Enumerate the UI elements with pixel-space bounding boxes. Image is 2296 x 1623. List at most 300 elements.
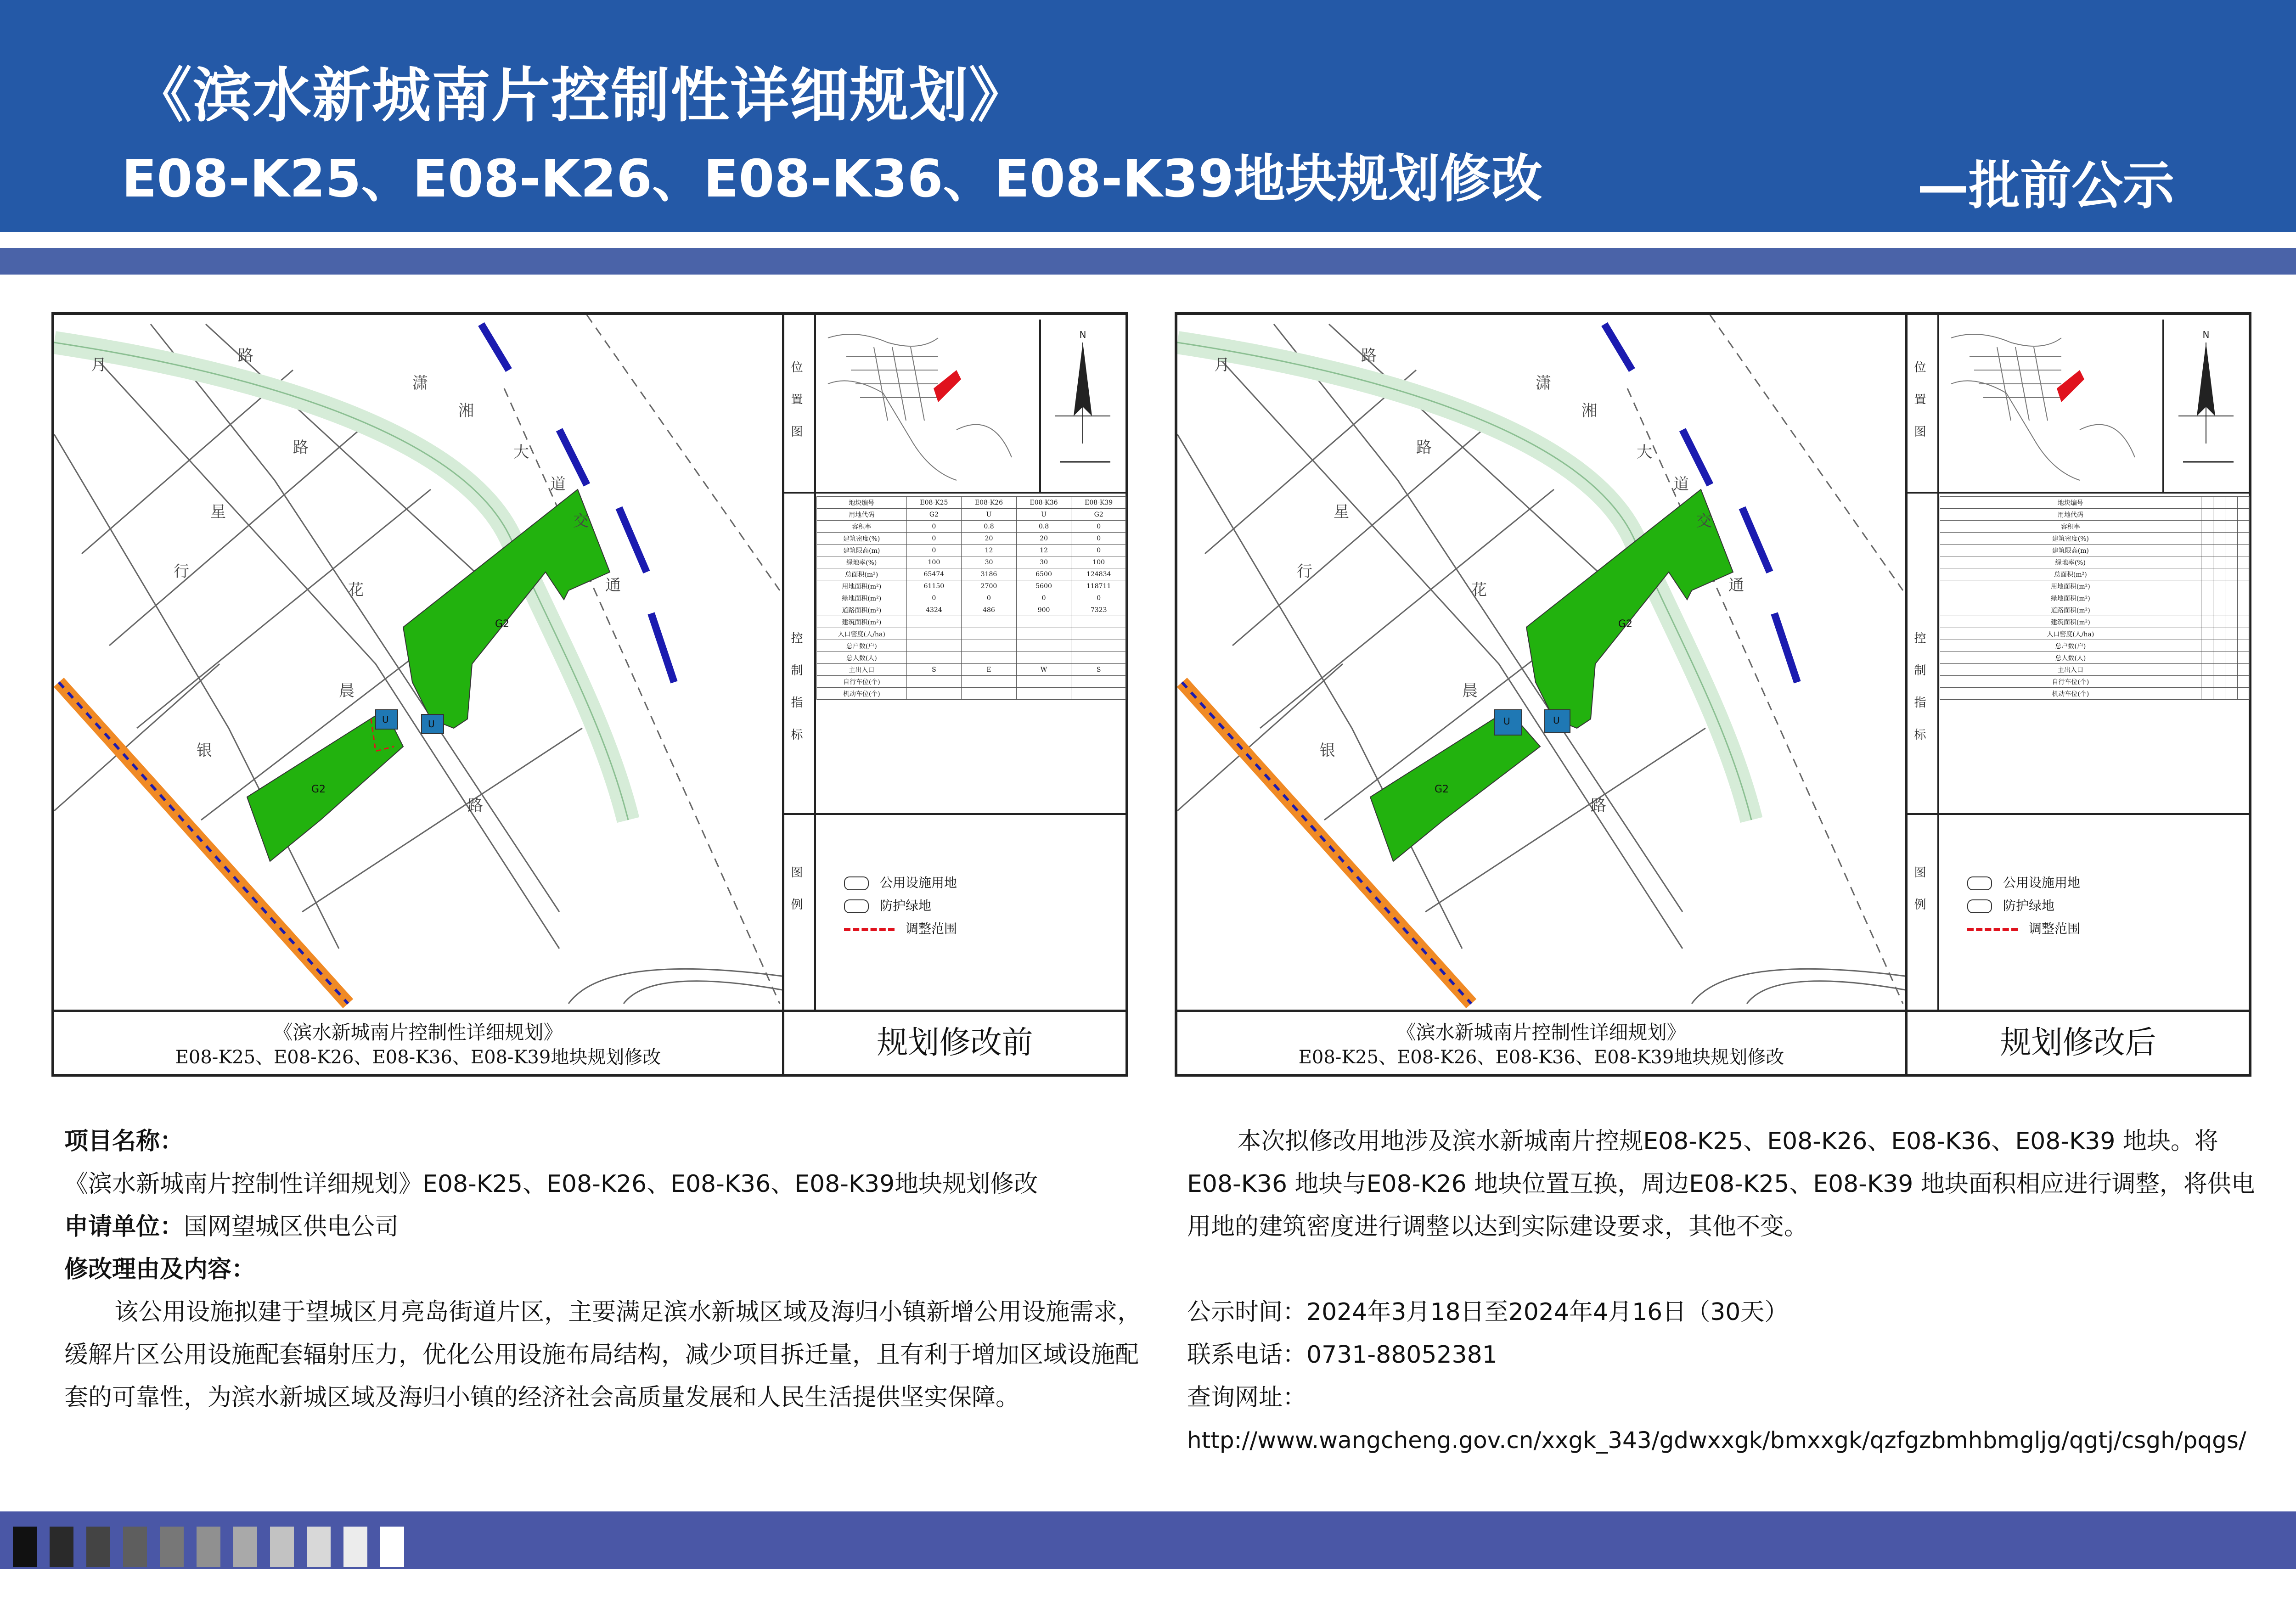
table-header-cell: E08-K39 <box>1071 497 1126 509</box>
table-cell <box>1016 652 1071 664</box>
road-label: 行 <box>174 562 189 581</box>
table-cell: 6500 <box>1016 568 1071 580</box>
table-cell <box>1071 688 1126 700</box>
table-cell <box>2213 521 2225 533</box>
applicant-label: 申请单位： <box>64 1213 184 1241</box>
map-plot-u-label: U <box>1553 715 1560 726</box>
panel-caption-subtitle: E08-K25、E08-K26、E08-K36、E08-K39地块规划修改 <box>175 1047 661 1068</box>
map-plot-u-label: U <box>1503 716 1510 727</box>
map-plot-u-label: U <box>382 714 389 725</box>
panel-caption-title: 《滨水新城南片控制性详细规划》 <box>1396 1021 1686 1044</box>
table-cell <box>2225 592 2237 604</box>
table-cell: 486 <box>962 604 1017 616</box>
table-cell <box>2201 556 2213 568</box>
table-cell <box>2237 580 2249 592</box>
table-header-cell: E08-K26 <box>962 497 1017 509</box>
table-cell <box>2237 545 2249 556</box>
table-cell: 容积率 <box>1940 521 2201 533</box>
table-cell: 机动车位(个) <box>817 688 907 700</box>
table-cell <box>2201 568 2213 580</box>
table-cell: 2700 <box>962 580 1017 592</box>
stage-title: —批前公示 <box>1917 156 2174 216</box>
table-cell: 建筑限高(m) <box>1940 545 2201 556</box>
table-cell: 7323 <box>1071 604 1126 616</box>
gray-swatch <box>160 1527 184 1567</box>
indicators-label: 控 制 指 标 <box>1914 632 1926 742</box>
project-info <box>64 1120 1143 1419</box>
side-divider <box>784 492 1125 494</box>
side-divider <box>1908 492 2249 494</box>
table-cell <box>962 652 1017 664</box>
side-divider <box>784 813 1125 815</box>
legend-text: 调整范围 <box>906 921 957 936</box>
table-cell <box>906 688 962 700</box>
table-cell <box>2237 604 2249 616</box>
phone-number: 0731-88052381 <box>1306 1341 1497 1369</box>
road-label: 路 <box>1591 797 1606 815</box>
location-label: 位 置 图 <box>791 361 803 439</box>
table-row <box>1940 533 2250 545</box>
table-row <box>817 604 1126 616</box>
table-cell: 0.8 <box>1016 521 1071 533</box>
table-row <box>817 533 1126 545</box>
table-cell <box>2225 652 2237 664</box>
legend-item-boundary <box>844 919 957 937</box>
road-label: 花 <box>1471 581 1487 599</box>
table-cell <box>2237 652 2249 664</box>
table-cell <box>2225 580 2237 592</box>
table-cell: S <box>1071 664 1126 676</box>
table-header-row <box>1940 497 2250 509</box>
legend-text: 防护绿地 <box>2003 898 2055 913</box>
table-cell <box>2225 533 2237 545</box>
table-cell: 124834 <box>1071 568 1126 580</box>
table-cell <box>2237 533 2249 545</box>
table-cell <box>2201 688 2213 700</box>
legend-item-utility <box>1967 873 2080 891</box>
table-cell: 900 <box>1016 604 1071 616</box>
north-arrow-icon <box>1041 324 1124 489</box>
table-cell <box>2201 545 2213 556</box>
table-cell: 总面积(m²) <box>1940 568 2201 580</box>
table-cell: 绿地面积(m²) <box>817 592 907 604</box>
table-cell <box>2213 652 2225 664</box>
table-cell: G2 <box>1071 509 1126 521</box>
table-cell: 61150 <box>906 580 962 592</box>
table-cell: 0 <box>962 592 1017 604</box>
table-cell <box>2213 688 2225 700</box>
road-label: 湘 <box>458 402 474 420</box>
table-cell <box>2237 628 2249 640</box>
table-cell: 0 <box>1071 521 1126 533</box>
table-cell <box>2213 604 2225 616</box>
table-cell: 100 <box>1071 556 1126 568</box>
table-row <box>817 652 1126 664</box>
table-row <box>1940 664 2250 676</box>
table-cell: 道路面积(m²) <box>1940 604 2201 616</box>
table-cell: 主出入口 <box>817 664 907 676</box>
svg-text:N: N <box>2202 329 2210 340</box>
table-cell <box>2237 616 2249 628</box>
table-cell <box>2237 640 2249 652</box>
table-cell: 建筑密度(%) <box>817 533 907 545</box>
table-cell <box>2201 616 2213 628</box>
table-header-cell: 地块编号 <box>817 497 907 509</box>
road-label: 晨 <box>339 682 355 700</box>
table-cell: 建筑面积(m²) <box>817 616 907 628</box>
table-cell <box>2225 568 2237 580</box>
road-label: 行 <box>1297 562 1312 581</box>
table-cell: 机动车位(个) <box>1940 688 2201 700</box>
table-cell: 30 <box>1016 556 1071 568</box>
table-cell <box>906 652 962 664</box>
side-divider <box>1908 813 2249 815</box>
road-label: 交 <box>573 512 589 530</box>
table-cell <box>2213 533 2225 545</box>
table-row <box>1940 521 2250 533</box>
table-cell <box>2225 676 2237 688</box>
table-row <box>1940 676 2250 688</box>
table-row <box>817 568 1126 580</box>
road-label: 湘 <box>1581 402 1597 420</box>
indicator-table <box>816 496 1126 700</box>
table-cell <box>1016 676 1071 688</box>
table-cell <box>1071 616 1126 628</box>
table-cell <box>2225 556 2237 568</box>
road-label: 银 <box>197 741 212 760</box>
map-plot-g2-label: G2 <box>311 784 326 795</box>
road-label: 大 <box>1637 443 1652 461</box>
table-cell: 人口密度(人/ha) <box>817 628 907 640</box>
table-cell: 30 <box>962 556 1017 568</box>
legend-item-utility <box>844 873 957 891</box>
table-cell: 绿地面积(m²) <box>1940 592 2201 604</box>
table-cell <box>2201 604 2213 616</box>
table-cell <box>2225 664 2237 676</box>
compass-divider <box>1039 320 1041 492</box>
table-cell <box>2213 580 2225 592</box>
table-cell: 自行车位(个) <box>817 676 907 688</box>
road-label: 通 <box>1728 576 1744 595</box>
legend-text: 公用设施用地 <box>880 875 957 890</box>
table-cell <box>962 628 1017 640</box>
table-cell <box>2213 545 2225 556</box>
table-cell <box>2213 616 2225 628</box>
table-cell: 绿地率(%) <box>817 556 907 568</box>
table-cell <box>1016 616 1071 628</box>
legend-text: 调整范围 <box>2029 921 2081 936</box>
table-cell: 人口密度(人/ha) <box>1940 628 2201 640</box>
table-row <box>1940 628 2250 640</box>
table-cell: 20 <box>962 533 1017 545</box>
table-cell <box>2237 556 2249 568</box>
table-cell <box>2201 592 2213 604</box>
table-cell <box>2213 628 2225 640</box>
table-cell <box>2225 545 2237 556</box>
table-cell <box>962 640 1017 652</box>
legend-label: 图 例 <box>1914 866 1926 912</box>
road-label: 银 <box>1320 741 1335 760</box>
table-cell <box>1071 676 1126 688</box>
road-label: 星 <box>210 503 226 521</box>
table-cell <box>906 676 962 688</box>
table-cell: 总人数(人) <box>817 652 907 664</box>
table-cell: 0 <box>906 545 962 556</box>
table-cell: 用地代码 <box>817 509 907 521</box>
table-cell: 4324 <box>906 604 962 616</box>
table-cell <box>2201 676 2213 688</box>
table-cell: 用地代码 <box>1940 509 2201 521</box>
table-cell <box>2201 640 2213 652</box>
table-cell <box>2237 676 2249 688</box>
table-cell <box>2213 664 2225 676</box>
table-cell <box>962 688 1017 700</box>
table-cell: 总户数(户) <box>817 640 907 652</box>
table-cell <box>2237 521 2249 533</box>
notice-time-label: 公示时间： <box>1187 1298 1307 1326</box>
location-map <box>819 320 1035 492</box>
table-cell <box>906 640 962 652</box>
table-header-row <box>817 497 1126 509</box>
table-cell <box>2225 640 2237 652</box>
gray-swatch <box>233 1527 257 1567</box>
table-cell: 总面积(m²) <box>817 568 907 580</box>
legend-item-boundary <box>1967 919 2080 937</box>
table-cell: 0 <box>906 521 962 533</box>
table-cell: 用地面积(m²) <box>817 580 907 592</box>
table-row <box>1940 580 2250 592</box>
road-label: 晨 <box>1462 682 1478 700</box>
table-cell <box>1016 688 1071 700</box>
phone-label: 联系电话： <box>1187 1341 1307 1369</box>
road-label: 路 <box>293 438 309 457</box>
table-cell <box>1071 640 1126 652</box>
table-cell <box>2225 604 2237 616</box>
page-title: 《滨水新城南片控制性详细规划》 <box>133 62 1029 130</box>
table-cell <box>962 676 1017 688</box>
location-map <box>1942 320 2158 492</box>
reason-label: 修改理由及内容： <box>64 1256 256 1283</box>
legend-text: 防护绿地 <box>880 898 932 913</box>
table-cell: 总户数(户) <box>1940 640 2201 652</box>
legend-item-green <box>844 896 931 914</box>
table-cell <box>906 616 962 628</box>
road-label: 道 <box>1673 475 1689 494</box>
table-cell <box>2237 688 2249 700</box>
indicator-table-empty <box>1940 496 2250 700</box>
table-cell <box>2225 628 2237 640</box>
table-cell: 118711 <box>1071 580 1126 592</box>
compass-divider <box>2162 320 2164 492</box>
table-cell: 100 <box>906 556 962 568</box>
table-cell <box>1071 628 1126 640</box>
table-cell: 20 <box>1016 533 1071 545</box>
table-cell <box>2201 521 2213 533</box>
legend-text: 公用设施用地 <box>2003 875 2081 890</box>
table-cell: 65474 <box>906 568 962 580</box>
table-cell <box>1016 628 1071 640</box>
table-cell <box>2225 616 2237 628</box>
table-cell: 0 <box>906 533 962 545</box>
table-row <box>1940 556 2250 568</box>
table-row <box>1940 604 2250 616</box>
table-cell: 12 <box>962 545 1017 556</box>
gray-swatch <box>13 1527 37 1567</box>
table-row <box>817 592 1126 604</box>
table-cell <box>2201 628 2213 640</box>
table-row <box>1940 592 2250 604</box>
legend-item-green <box>1967 896 2054 914</box>
svg-text:N: N <box>1079 329 1086 340</box>
table-cell <box>2237 592 2249 604</box>
table-row <box>817 616 1126 628</box>
table-cell: 自行车位(个) <box>1940 676 2201 688</box>
road-label: 潇 <box>412 374 428 393</box>
table-cell: 0 <box>1071 592 1126 604</box>
road-label: 月 <box>1214 356 1230 374</box>
table-cell <box>2237 568 2249 580</box>
table-row <box>1940 616 2250 628</box>
table-cell: W <box>1016 664 1071 676</box>
table-cell <box>2225 688 2237 700</box>
road-label: 潇 <box>1536 374 1551 393</box>
table-cell: 建筑限高(m) <box>817 545 907 556</box>
legend-symbol <box>844 899 869 913</box>
table-cell: 容积率 <box>817 521 907 533</box>
table-cell: 绿地率(%) <box>1940 556 2201 568</box>
legend-dash-symbol <box>844 928 895 931</box>
gray-swatch <box>197 1527 220 1567</box>
gray-swatch <box>307 1527 331 1567</box>
table-cell <box>2237 664 2249 676</box>
table-cell: 道路面积(m²) <box>817 604 907 616</box>
table-cell: 0.8 <box>962 521 1017 533</box>
table-row <box>817 556 1126 568</box>
road-label: 路 <box>1361 347 1377 365</box>
url-label: 查询网址： <box>1187 1384 1307 1411</box>
table-cell <box>2213 592 2225 604</box>
table-cell <box>2213 509 2225 521</box>
table-cell <box>2213 556 2225 568</box>
legend-dash-symbol <box>1967 928 2018 931</box>
road-label: 交 <box>1696 512 1712 530</box>
table-cell <box>2201 509 2213 521</box>
applicant: 国网望城区供电公司 <box>184 1213 399 1241</box>
page-subtitle: E08-K25、E08-K26、E08-K36、E08-K39地块规划修改 <box>122 149 1542 209</box>
table-header-cell: E08-K36 <box>1016 497 1071 509</box>
table-cell: 建筑面积(m²) <box>1940 616 2201 628</box>
table-cell <box>2225 509 2237 521</box>
project-name-label: 项目名称： <box>64 1128 184 1155</box>
table-cell: 0 <box>1016 592 1071 604</box>
table-cell <box>2213 568 2225 580</box>
table-row <box>817 521 1126 533</box>
map-plot-g2-label: G2 <box>1435 784 1449 795</box>
table-cell: 0 <box>906 592 962 604</box>
table-header-cell: 地块编号 <box>1940 497 2201 509</box>
table-cell: 3186 <box>962 568 1017 580</box>
map-plot-u-label: U <box>428 719 435 730</box>
road-label: 月 <box>91 356 107 374</box>
gray-swatch <box>50 1527 73 1567</box>
plan-panel-after <box>1175 312 2251 1077</box>
gray-swatch <box>343 1527 367 1567</box>
table-cell <box>2213 640 2225 652</box>
notice-time: 2024年3月18日至2024年4月16日（30天） <box>1306 1298 1789 1326</box>
project-name: 《滨水新城南片控制性详细规划》E08-K25、E08-K26、E08-K36、E08-K39地块规划修改 <box>64 1170 1038 1198</box>
table-cell <box>1071 652 1126 664</box>
legend-label: 图 例 <box>791 866 803 912</box>
road-label: 路 <box>467 797 483 815</box>
table-cell <box>1016 640 1071 652</box>
side-divider <box>814 315 816 1010</box>
modification-info <box>1187 1120 2257 1462</box>
table-cell: 用地面积(m²) <box>1940 580 2201 592</box>
table-row <box>817 509 1126 521</box>
table-header-cell: E08-K25 <box>906 497 962 509</box>
stage-label-before: 规划修改前 <box>877 1025 1033 1061</box>
table-cell: 0 <box>1071 533 1126 545</box>
road-label: 路 <box>1416 438 1432 457</box>
table-cell <box>2201 533 2213 545</box>
location-label: 位 置 图 <box>1914 361 1926 439</box>
table-cell <box>2201 652 2213 664</box>
side-divider <box>1937 315 1939 1010</box>
table-cell <box>2201 664 2213 676</box>
modification-description: 本次拟修改用地涉及滨水新城南片控规E08-K25、E08-K26、E08-K36、E08-K39 地块。将E08-K36 地块与E08-K26 地块位置互换，周边E08-K25、E08-K39 地块面积相应进行调整，将供电用地的建筑密度进行调整以达到实际建设要求，其他不变。 <box>1187 1128 2255 1241</box>
gray-swatch <box>123 1527 147 1567</box>
table-cell: 总人数(人) <box>1940 652 2201 664</box>
table-row <box>817 688 1126 700</box>
map-plot-g2-label: G2 <box>1618 618 1633 630</box>
road-label: 路 <box>238 347 253 365</box>
table-cell <box>2237 509 2249 521</box>
road-label: 通 <box>605 576 621 595</box>
header-stripe <box>0 248 2296 275</box>
indicators-label: 控 制 指 标 <box>791 632 803 742</box>
map-plot-g2-label: G2 <box>495 618 510 630</box>
table-row <box>817 676 1126 688</box>
gray-swatch <box>86 1527 110 1567</box>
plan-panel-before <box>51 312 1128 1077</box>
table-row <box>1940 688 2250 700</box>
table-cell: 12 <box>1016 545 1071 556</box>
table-row <box>817 628 1126 640</box>
table-row <box>1940 545 2250 556</box>
table-row <box>1940 509 2250 521</box>
table-cell: 主出入口 <box>1940 664 2201 676</box>
query-url[interactable]: http://www.wangcheng.gov.cn/xxgk_343/gdwxxgk/bmxxgk/qzfgzbmhbmgljg/qgtj/csgh/pqgs/ <box>1187 1427 2246 1454</box>
table-cell <box>962 616 1017 628</box>
table-cell <box>2213 676 2225 688</box>
road-label: 大 <box>513 443 529 461</box>
table-cell <box>2225 521 2237 533</box>
reason-text: 该公用设施拟建于望城区月亮岛街道片区，主要满足滨水新城区域及海归小镇新增公用设施需求，缓解片区公用设施配套辐射压力，优化公用设施布局结构，减少项目拆迁量，且有利于增加区域设施配套的可靠性，为滨水新城区域及海归小镇的经济社会高质量发展和人民生活提供坚实保障。 <box>64 1298 1142 1411</box>
table-row <box>817 664 1126 676</box>
table-cell: U <box>962 509 1017 521</box>
road-label: 星 <box>1334 503 1349 521</box>
table-row <box>1940 568 2250 580</box>
table-cell <box>2201 580 2213 592</box>
gray-swatch <box>380 1527 404 1567</box>
table-cell: G2 <box>906 509 962 521</box>
table-cell: 建筑密度(%) <box>1940 533 2201 545</box>
table-cell <box>906 628 962 640</box>
north-arrow-icon <box>2165 324 2247 489</box>
map-before <box>54 315 782 1010</box>
table-cell: E <box>962 664 1017 676</box>
table-cell: 0 <box>1071 545 1126 556</box>
